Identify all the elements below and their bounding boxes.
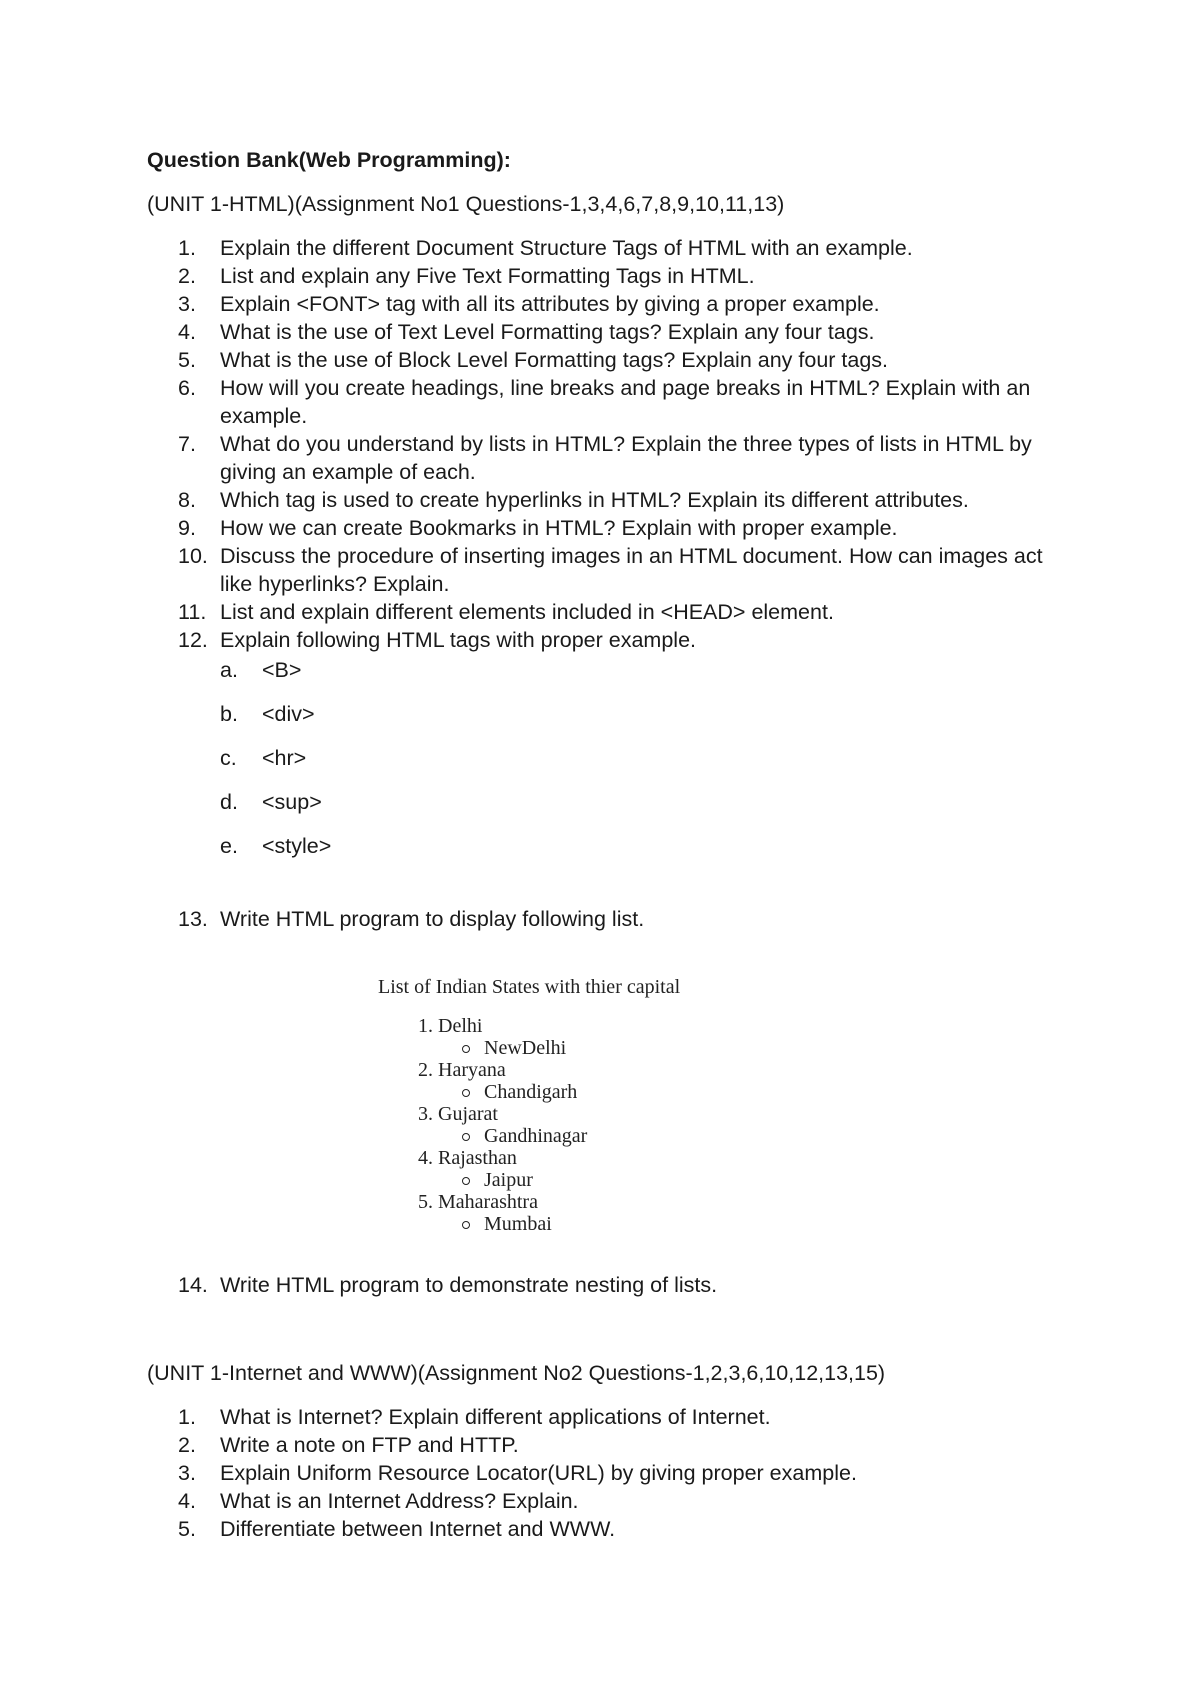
list-item bbox=[178, 374, 1078, 430]
sub-item-letter: b. bbox=[220, 702, 238, 726]
unit1-question-list bbox=[178, 234, 1078, 876]
list-item bbox=[178, 430, 1078, 486]
question-text: Explain following HTML tags with proper example. bbox=[220, 628, 697, 652]
q14-block bbox=[178, 1271, 1078, 1299]
unit2-question-list bbox=[178, 1403, 1078, 1543]
circle-bullet-icon bbox=[462, 1045, 470, 1053]
question-text: Explain <FONT> tag with all its attributes by giving a proper example. bbox=[220, 292, 880, 316]
sub-list-item bbox=[220, 700, 1078, 744]
question-number: 8. bbox=[178, 488, 196, 512]
capital-text: NewDelhi bbox=[484, 1037, 567, 1059]
figure-capital-item bbox=[484, 1037, 566, 1059]
figure-title: List of Indian States with thier capital bbox=[378, 976, 681, 998]
unit2-heading: (UNIT 1-Internet and WWW)(Assignment No2 Questions-1,2,3,6,10,12,13,15) bbox=[147, 1361, 886, 1385]
question-number: 7. bbox=[178, 432, 196, 456]
list-item bbox=[178, 318, 1078, 346]
sub-item-text: <B> bbox=[262, 658, 302, 682]
question-text: How we can create Bookmarks in HTML? Explain with proper example. bbox=[220, 516, 898, 540]
question-number: 1. bbox=[178, 236, 196, 260]
question-number: 5. bbox=[178, 1517, 196, 1541]
question-number: 2. bbox=[178, 1433, 196, 1457]
question-text: Write HTML program to demonstrate nesting of lists. bbox=[220, 1273, 718, 1297]
question-text: Discuss the procedure of inserting images in an HTML document. How can images act like hyperlinks? Explain. bbox=[220, 544, 1043, 596]
circle-bullet-icon bbox=[462, 1089, 470, 1097]
unit1-heading: (UNIT 1-HTML)(Assignment No1 Questions-1,3,4,6,7,8,9,10,11,13) bbox=[147, 192, 785, 216]
sub-item-text: <style> bbox=[262, 834, 332, 858]
page-title: Question Bank(Web Programming): bbox=[147, 148, 511, 172]
circle-bullet-icon bbox=[462, 1133, 470, 1141]
question-text: What is Internet? Explain different applications of Internet. bbox=[220, 1405, 771, 1429]
q12-sub-list bbox=[220, 656, 1078, 876]
list-item bbox=[178, 1487, 1078, 1515]
question-text: How will you create headings, line breaks and page breaks in HTML? Explain with an example. bbox=[220, 376, 1031, 428]
list-item bbox=[178, 1271, 1078, 1299]
list-item bbox=[178, 1431, 1078, 1459]
figure-state-item: 3. Gujarat bbox=[418, 1103, 498, 1125]
list-item bbox=[178, 290, 1078, 318]
sub-list-item bbox=[220, 744, 1078, 788]
list-item bbox=[178, 598, 1078, 626]
sub-item-text: <hr> bbox=[262, 746, 307, 770]
question-number: 14. bbox=[178, 1273, 208, 1297]
question-text: What is an Internet Address? Explain. bbox=[220, 1489, 579, 1513]
sub-item-letter: e. bbox=[220, 834, 238, 858]
question-text: What is the use of Text Level Formatting tags? Explain any four tags. bbox=[220, 320, 875, 344]
question-text: What is the use of Block Level Formatting tags? Explain any four tags. bbox=[220, 348, 889, 372]
question-number: 4. bbox=[178, 1489, 196, 1513]
figure-state-item: 5. Maharashtra bbox=[418, 1191, 538, 1213]
list-item bbox=[178, 234, 1078, 262]
sub-item-text: <sup> bbox=[262, 790, 322, 814]
figure-capital-item bbox=[484, 1169, 533, 1191]
list-item bbox=[178, 905, 1078, 933]
figure-state-item: 1. Delhi bbox=[418, 1015, 483, 1037]
question-number: 1. bbox=[178, 1405, 196, 1429]
question-text: Write HTML program to display following list. bbox=[220, 907, 645, 931]
question-text: List and explain different elements included in <HEAD> element. bbox=[220, 600, 834, 624]
sub-list-item bbox=[220, 656, 1078, 700]
sub-item-letter: d. bbox=[220, 790, 238, 814]
figure-capital-item bbox=[484, 1213, 552, 1235]
list-item bbox=[178, 262, 1078, 290]
question-number: 3. bbox=[178, 292, 196, 316]
sub-item-letter: a. bbox=[220, 658, 238, 682]
capital-text: Chandigarh bbox=[484, 1081, 578, 1103]
question-text: Write a note on FTP and HTTP. bbox=[220, 1433, 519, 1457]
circle-bullet-icon bbox=[462, 1221, 470, 1229]
sub-list-item bbox=[220, 832, 1078, 876]
question-number: 13. bbox=[178, 907, 208, 931]
list-item bbox=[178, 542, 1078, 598]
question-number: 5. bbox=[178, 348, 196, 372]
question-number: 6. bbox=[178, 376, 196, 400]
list-item bbox=[178, 486, 1078, 514]
question-text: Explain Uniform Resource Locator(URL) by giving proper example. bbox=[220, 1461, 857, 1485]
figure-capital-item bbox=[484, 1081, 577, 1103]
question-text: Differentiate between Internet and WWW. bbox=[220, 1517, 616, 1541]
question-number: 9. bbox=[178, 516, 196, 540]
list-item bbox=[178, 626, 1078, 876]
question-number: 11. bbox=[178, 600, 207, 624]
states-capitals-figure bbox=[370, 975, 810, 1250]
question-number: 2. bbox=[178, 264, 196, 288]
q13-block bbox=[178, 905, 1078, 933]
figure-state-item: 2. Haryana bbox=[418, 1059, 506, 1081]
question-number: 12. bbox=[178, 628, 208, 652]
sub-item-text: <div> bbox=[262, 702, 315, 726]
list-item bbox=[178, 1515, 1078, 1543]
list-item bbox=[178, 1403, 1078, 1431]
question-text: Explain the different Document Structure Tags of HTML with an example. bbox=[220, 236, 913, 260]
list-item bbox=[178, 346, 1078, 374]
question-text: Which tag is used to create hyperlinks in HTML? Explain its different attributes. bbox=[220, 488, 969, 512]
figure-capital-item bbox=[484, 1125, 587, 1147]
capital-text: Mumbai bbox=[484, 1213, 552, 1235]
question-number: 10. bbox=[178, 544, 208, 568]
question-text: What do you understand by lists in HTML? Explain the three types of lists in HTML by giving an example of each. bbox=[220, 432, 1032, 484]
list-item bbox=[178, 514, 1078, 542]
list-item bbox=[178, 1459, 1078, 1487]
question-text: List and explain any Five Text Formatting Tags in HTML. bbox=[220, 264, 755, 288]
question-number: 4. bbox=[178, 320, 196, 344]
capital-text: Jaipur bbox=[484, 1169, 533, 1191]
capital-text: Gandhinagar bbox=[484, 1125, 588, 1147]
sub-list-item bbox=[220, 788, 1078, 832]
question-number: 3. bbox=[178, 1461, 196, 1485]
circle-bullet-icon bbox=[462, 1177, 470, 1185]
sub-item-letter: c. bbox=[220, 746, 237, 770]
figure-state-item: 4. Rajasthan bbox=[418, 1147, 517, 1169]
